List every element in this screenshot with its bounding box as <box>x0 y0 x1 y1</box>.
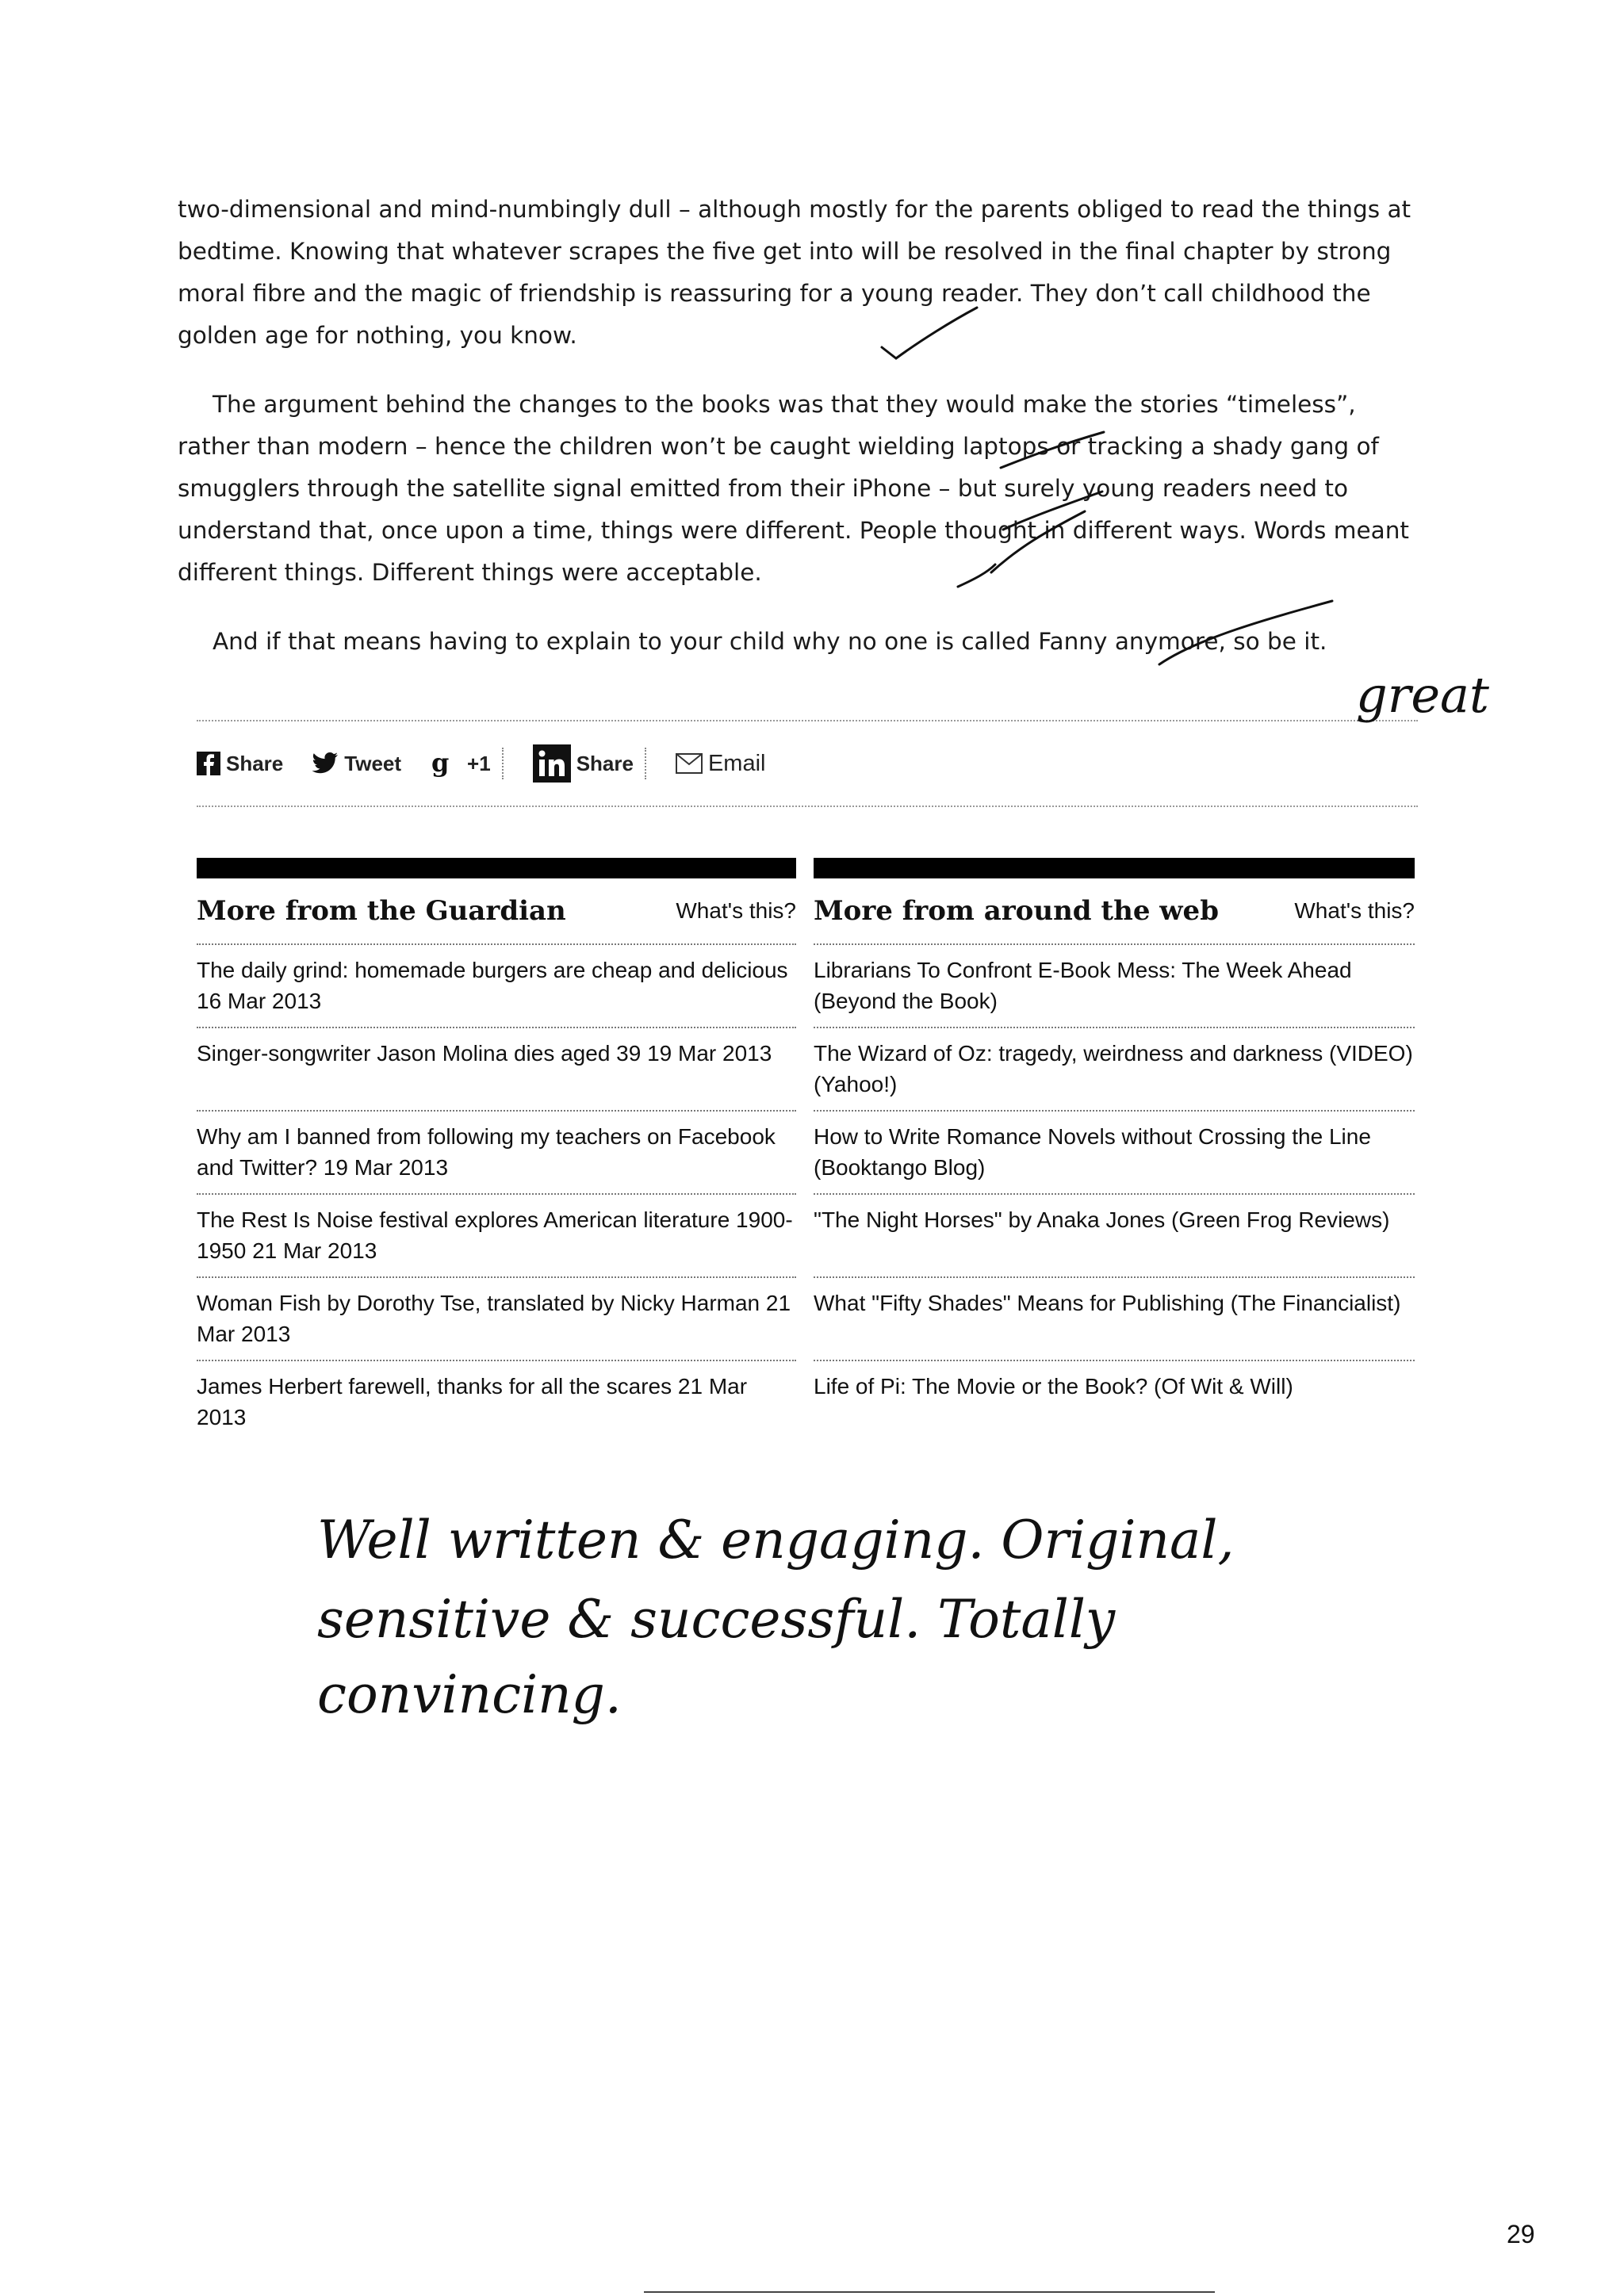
whats-this-link[interactable]: What's this? <box>676 898 796 923</box>
web-link[interactable]: Librarians To Confront E-Book Mess: The Week Ahead (Beyond the Book) <box>814 958 1352 1013</box>
web-link[interactable]: The Wizard of Oz: tragedy, weirdness and darkness (VIDEO) (Yahoo!) <box>814 1041 1413 1096</box>
whats-this-link[interactable]: What's this? <box>1294 898 1415 923</box>
tick-mark <box>1003 492 1102 530</box>
facebook-share-label: Share <box>226 751 284 775</box>
guardian-link[interactable]: The Rest Is Noise festival explores American literature 1900-1950 21 Mar 2013 <box>197 1207 793 1263</box>
handwritten-comment-line-3: convincing. <box>317 1664 622 1725</box>
handwritten-comment-line-2: sensitive & successful. Totally <box>317 1589 1116 1650</box>
article-paragraph-2: The argument behind the changes to the books was that they would make the stories “timeless”, rather than modern – hence the children won’t be caught wielding laptops or tracking a shady gang of smugglers through the satellite signal emitted from their iPhone – but surely young readers need to understand that, once upon a time, things were different. People thought in different ways. Words meant different things. Different things were acceptable. <box>178 391 1409 586</box>
guardian-link[interactable]: The daily grind: homemade burgers are cheap and delicious 16 Mar 2013 <box>197 958 788 1013</box>
guardian-link[interactable]: James Herbert farewell, thanks for all the scares 21 Mar 2013 <box>197 1374 748 1429</box>
svg-text:g: g <box>431 749 450 778</box>
tweet-label: Tweet <box>344 751 402 775</box>
tick-mark <box>882 308 977 358</box>
linkedin-share-label: Share <box>576 751 634 775</box>
more-from-guardian-title: More from the Guardian <box>197 895 566 927</box>
tick-mark <box>991 511 1085 572</box>
more-from-web-title: More from around the web <box>814 895 1219 927</box>
page-number: 29 <box>1507 2220 1535 2248</box>
web-link[interactable]: "The Night Horses" by Anaka Jones (Green Frog Reviews) <box>814 1207 1390 1232</box>
web-link[interactable]: How to Write Romance Novels without Crossing the Line (Booktango Blog) <box>814 1124 1371 1180</box>
margin-note-great: great <box>1356 666 1489 724</box>
bottom-rule <box>644 2291 1215 2293</box>
tick-mark <box>1159 601 1332 664</box>
tick-mark <box>958 564 995 587</box>
article-paragraph-1: two-dimensional and mind-numbingly dull – although mostly for the parents obliged to read the things at bedtime. Knowing that whatever scrapes the five get into will be resolved in the final chapter by strong moral fibre and the magic of friendship is reassuring for a young reader. They don’t call childhood the golden age for nothing, you know. <box>178 196 1411 349</box>
email-share-label: Email <box>707 750 766 776</box>
web-link[interactable]: What "Fifty Shades" Means for Publishing (The Financialist) <box>814 1291 1401 1315</box>
guardian-link[interactable]: Why am I banned from following my teachers on Facebook and Twitter? 19 Mar 2013 <box>197 1124 776 1180</box>
web-link[interactable]: Life of Pi: The Movie or the Book? (Of Wit & Will) <box>814 1374 1293 1399</box>
google-plus-one-label: +1 <box>467 751 491 775</box>
article-paragraph-3: And if that means having to explain to your child why no one is called Fanny anymore, so be it. <box>213 628 1327 655</box>
tick-mark <box>1001 432 1104 468</box>
handwritten-comment-line-1: Well written & engaging. Original, <box>317 1510 1235 1571</box>
guardian-link[interactable]: Singer-songwriter Jason Molina dies aged 39 19 Mar 2013 <box>197 1041 772 1066</box>
guardian-link[interactable]: Woman Fish by Dorothy Tse, translated by Nicky Harman 21 Mar 2013 <box>197 1291 791 1346</box>
